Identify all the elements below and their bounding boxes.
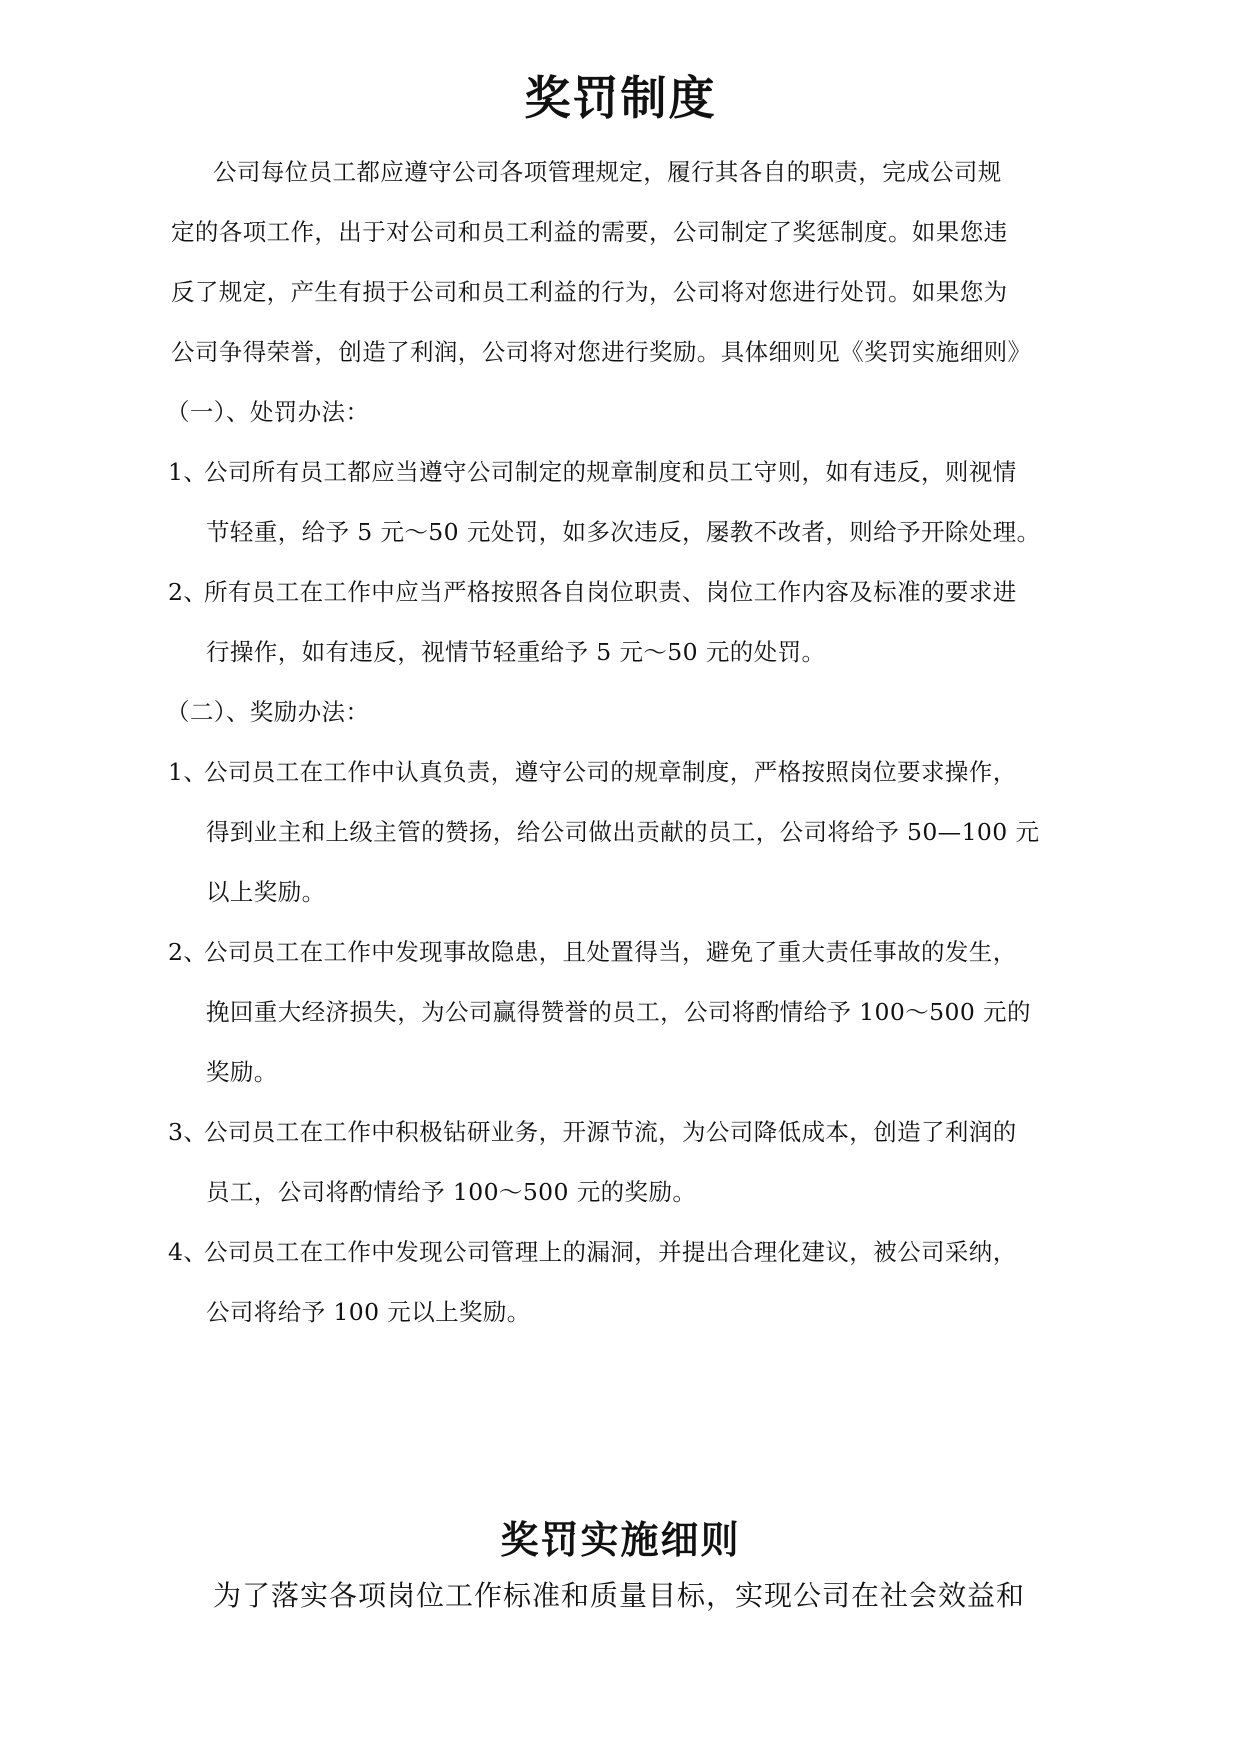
item-number: 2、 — [168, 578, 208, 606]
item-text: 所有员工在工作中应当严格按照各自岗位职责、岗位工作内容及标准的要求进 — [204, 578, 1017, 606]
item-number: 1、 — [168, 458, 208, 486]
section-heading-punish: （一）、处罚办法： — [166, 398, 370, 426]
section-heading-reward: （二）、奖励办法： — [166, 698, 370, 726]
list-item — [168, 754, 1017, 790]
item-text: 公司所有员工都应当遵守公司制定的规章制度和员工守则，如有违反，则视情 — [204, 458, 1017, 486]
intro-line: 反了规定，产生有损于公司和员工利益的行为，公司将对您进行处罚。如果您为 — [171, 278, 1008, 306]
list-item — [168, 1234, 1017, 1270]
item-text-continued: 行操作，如有违反，视情节轻重给予 5 元～50 元的处罚。 — [206, 638, 826, 666]
item-number: 1、 — [168, 758, 208, 786]
intro-line: 公司争得荣誉，创造了利润，公司将对您进行奖励。具体细则见《奖罚实施细则》 — [171, 338, 1032, 366]
item-text: 公司员工在工作中发现公司管理上的漏洞，并提出合理化建议，被公司采纳， — [204, 1238, 1017, 1266]
list-item — [168, 934, 1017, 970]
list-item — [168, 574, 1017, 610]
item-number: 3、 — [168, 1118, 208, 1146]
intro-line: 公司每位员工都应遵守公司各项管理规定，履行其各自的职责，完成公司规 — [213, 158, 1002, 186]
item-text-continued: 奖励。 — [206, 1058, 278, 1086]
item-text-continued: 挽回重大经济损失，为公司赢得赞誉的员工，公司将酌情给予 100～500 元的 — [206, 998, 1031, 1026]
item-number: 4、 — [168, 1238, 208, 1266]
list-item — [168, 1114, 1017, 1150]
item-text: 公司员工在工作中积极钻研业务，开源节流，为公司降低成本，创造了利润的 — [204, 1118, 1017, 1146]
item-text-continued: 节轻重，给予 5 元～50 元处罚，如多次违反，屡教不改者，则给予开除处理。 — [206, 518, 1041, 546]
document-title: 奖罚制度 — [524, 71, 717, 125]
implementation-intro: 为了落实各项岗位工作标准和质量目标，实现公司在社会效益和 — [213, 1579, 1026, 1612]
item-number: 2、 — [168, 938, 208, 966]
section-title-implementation: 奖罚实施细则 — [500, 1518, 741, 1562]
item-text-continued: 以上奖励。 — [206, 878, 326, 906]
list-item — [168, 454, 1017, 490]
item-text: 公司员工在工作中发现事故隐患，且处置得当，避免了重大责任事故的发生， — [204, 938, 1017, 966]
item-text-continued: 员工，公司将酌情给予 100～500 元的奖励。 — [206, 1178, 697, 1206]
item-text: 公司员工在工作中认真负责，遵守公司的规章制度，严格按照岗位要求操作， — [204, 758, 1017, 786]
item-text-continued: 公司将给予 100 元以上奖励。 — [206, 1298, 531, 1326]
item-text-continued: 得到业主和上级主管的赞扬，给公司做出贡献的员工，公司将给予 50—100 元 — [206, 818, 1040, 846]
intro-line: 定的各项工作，出于对公司和员工利益的需要，公司制定了奖惩制度。如果您违 — [171, 218, 1008, 246]
